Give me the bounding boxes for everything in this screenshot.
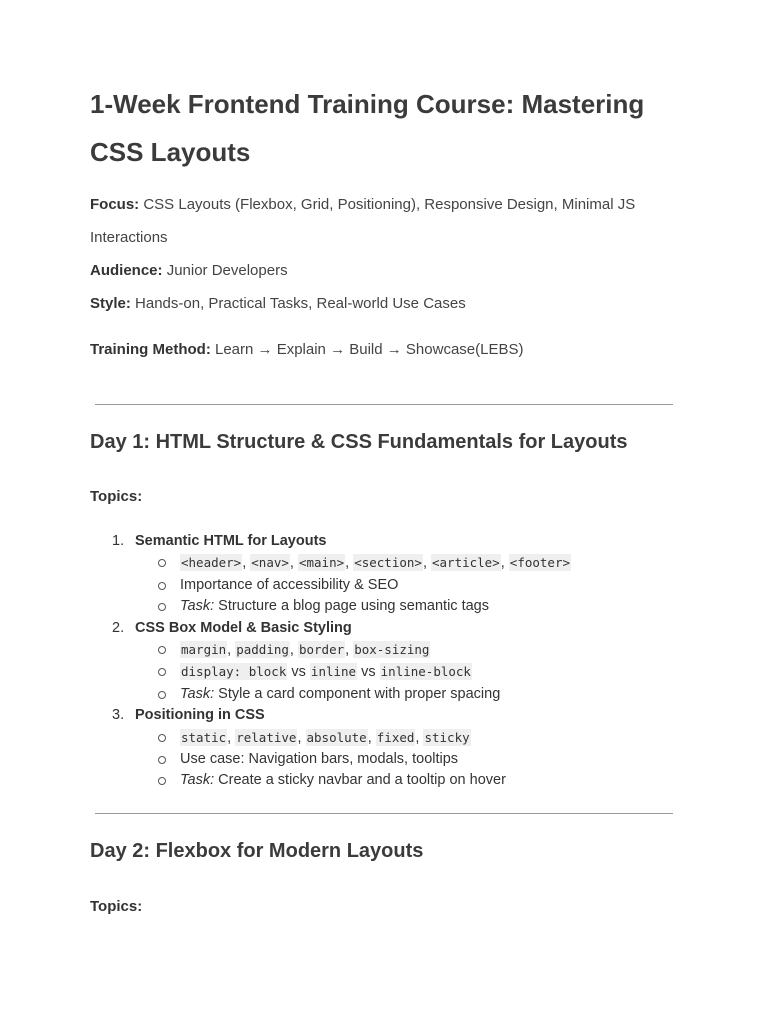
subtopic-item bbox=[135, 684, 571, 705]
subtopic-item bbox=[135, 727, 571, 749]
topic-item bbox=[90, 618, 571, 706]
hollow-bullet-icon bbox=[158, 734, 166, 742]
hollow-bullet-icon bbox=[158, 603, 166, 611]
code-separator: , bbox=[227, 642, 236, 659]
code-snippet: <section> bbox=[354, 555, 422, 571]
code-snippet: <article> bbox=[432, 555, 500, 571]
code-snippet: <footer> bbox=[509, 555, 571, 571]
code-snippet: <main> bbox=[298, 555, 345, 571]
audience-label: Audience: bbox=[90, 262, 163, 279]
day2-heading: Day 2: Flexbox for Modern Layouts bbox=[90, 840, 424, 862]
code-snippet: absolute bbox=[306, 729, 367, 745]
code-separator: , bbox=[227, 729, 236, 746]
hollow-bullet-icon bbox=[158, 582, 166, 590]
page-title: 1-Week Frontend Training Course: Mastering CSS Layouts bbox=[90, 89, 645, 167]
method-label: Training Method: bbox=[90, 341, 211, 358]
code-snippet: display: block bbox=[181, 664, 287, 680]
subtopic-item bbox=[135, 749, 571, 770]
code-separator: , bbox=[422, 555, 431, 572]
document-content bbox=[90, 80, 680, 915]
task-label: Task: bbox=[180, 598, 215, 615]
code-separator: , bbox=[242, 555, 251, 572]
code-snippet: inline-block bbox=[380, 664, 471, 680]
code-snippet: relative bbox=[236, 729, 297, 745]
subtopic-item bbox=[135, 770, 571, 791]
meta-style bbox=[90, 287, 680, 320]
day1-topics-label: Topics: bbox=[90, 488, 143, 505]
code-separator: vs bbox=[287, 664, 310, 681]
section-divider bbox=[95, 813, 673, 814]
subtopic-item bbox=[135, 552, 571, 574]
meta-training-method bbox=[90, 333, 680, 366]
code-snippet: margin bbox=[181, 642, 227, 658]
task-label: Task: bbox=[180, 685, 215, 702]
subtopic-item bbox=[135, 661, 571, 683]
meta-focus bbox=[90, 188, 680, 254]
subtopic-list bbox=[135, 639, 571, 705]
subtopic-item bbox=[135, 639, 571, 661]
code-snippet: inline bbox=[310, 664, 357, 680]
hollow-bullet-icon bbox=[158, 668, 166, 676]
audience-text: Junior Developers bbox=[166, 262, 288, 279]
style-label: Style: bbox=[90, 295, 131, 312]
subtopic-item bbox=[135, 596, 571, 617]
task-text: Style a card component with proper spacing bbox=[218, 685, 501, 702]
subtopic-text: Use case: Navigation bars, modals, tooltips bbox=[180, 751, 459, 768]
code-snippet: box-sizing bbox=[354, 642, 430, 658]
code-separator: , bbox=[289, 642, 298, 659]
topic-title: CSS Box Model & Basic Styling bbox=[135, 619, 352, 636]
focus-label: Focus: bbox=[90, 196, 140, 213]
section-divider bbox=[95, 404, 673, 405]
code-separator: , bbox=[345, 642, 354, 659]
day1-topic-list bbox=[90, 531, 571, 792]
subtopic-item bbox=[135, 575, 571, 596]
code-snippet: padding bbox=[236, 642, 289, 658]
code-separator: , bbox=[289, 555, 298, 572]
hollow-bullet-icon bbox=[158, 756, 166, 764]
code-separator: vs bbox=[357, 664, 380, 681]
code-snippet: static bbox=[181, 729, 227, 745]
day2-topics-label: Topics: bbox=[90, 898, 143, 915]
task-label: Task: bbox=[180, 772, 215, 789]
code-separator: , bbox=[297, 729, 306, 746]
topic-number: 3. bbox=[112, 707, 125, 724]
code-separator: , bbox=[500, 555, 509, 572]
topic-item bbox=[90, 705, 571, 792]
code-snippet: <header> bbox=[181, 555, 242, 571]
subtopic-list bbox=[135, 727, 571, 792]
hollow-bullet-icon bbox=[158, 777, 166, 785]
task-text: Create a sticky navbar and a tooltip on hover bbox=[218, 772, 506, 789]
code-separator: , bbox=[415, 729, 424, 746]
subtopic-text: Importance of accessibility & SEO bbox=[180, 576, 399, 593]
topic-title: Semantic HTML for Layouts bbox=[135, 533, 327, 549]
day1-heading: Day 1: HTML Structure & CSS Fundamentals for Layouts bbox=[90, 431, 628, 453]
code-snippet: <nav> bbox=[251, 555, 289, 571]
code-separator: , bbox=[367, 729, 376, 746]
style-text: Hands-on, Practical Tasks, Real-world Use Cases bbox=[135, 295, 466, 312]
subtopic-list bbox=[135, 552, 571, 617]
code-snippet: fixed bbox=[376, 729, 415, 745]
code-snippet: sticky bbox=[424, 729, 470, 745]
topic-item bbox=[90, 531, 571, 618]
topic-title: Positioning in CSS bbox=[135, 707, 265, 724]
code-snippet: border bbox=[298, 642, 345, 658]
hollow-bullet-icon bbox=[158, 559, 166, 567]
code-separator: , bbox=[345, 555, 354, 572]
hollow-bullet-icon bbox=[158, 691, 166, 699]
topic-number: 1. bbox=[112, 533, 125, 549]
topic-number: 2. bbox=[112, 619, 125, 636]
task-text: Structure a blog page using semantic tags bbox=[218, 598, 489, 615]
method-text: Learn → Explain → Build → Showcase(LEBS) bbox=[215, 341, 524, 358]
meta-audience bbox=[90, 254, 680, 287]
focus-text: CSS Layouts (Flexbox, Grid, Positioning), Responsive Design, Minimal JS Interactions bbox=[90, 196, 636, 246]
hollow-bullet-icon bbox=[158, 646, 166, 654]
